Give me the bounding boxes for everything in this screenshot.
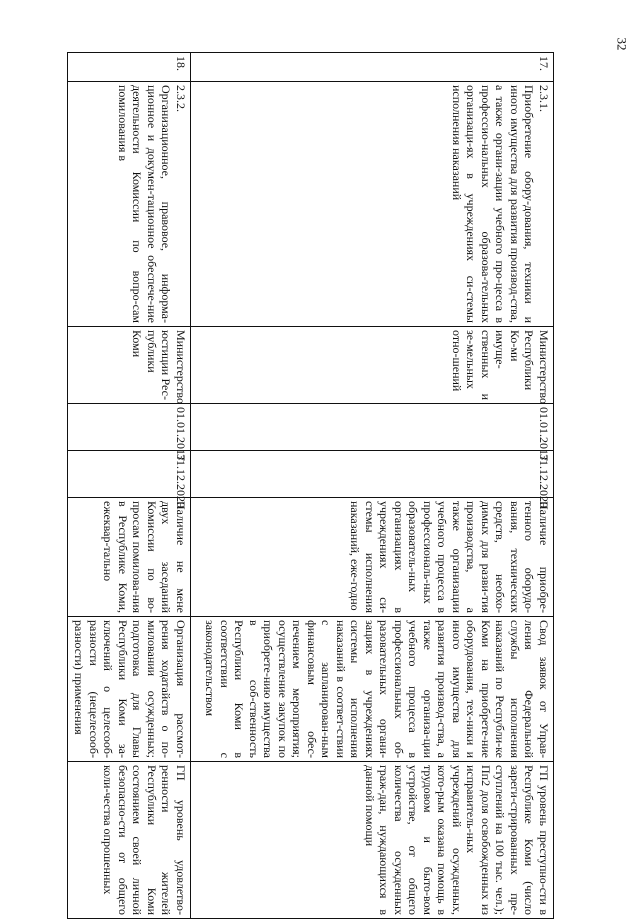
end-date-cell: 31.12.2020 [68,451,191,498]
indicator-cell: Наличие не мене двух заседаний Комиссии по во-просам помилова-ния в Республике Коми, ежеквар-тально [68,498,191,617]
activity-code: 2.3.2. [174,85,188,112]
activity-cell [68,82,191,327]
table-row [191,53,554,919]
rotated-table-inner [67,52,554,915]
row-number: 17. [191,53,554,82]
start-date-cell: 01.01.2017 [68,404,191,451]
executor-cell: Министерство Республики Ко-ми имуще-ственных и зе-мельных отно-шений [191,327,554,404]
page-number: 32 [614,37,630,51]
executor-cell: Министерство юстиции Рес-публики Коми [68,327,191,404]
rotated-table-frame [67,52,554,915]
source-cell: Свод заявок от Управ-ления Федеральной службы исполнения наказаний по Республи-ке Коми на приобрете-ние оборудования, тех-ники и иного имущества для развития производ-ства, а также организа-ции учебного процесса в профессиональных об-разовательных органи-зациях в учреждениях системы исполнения наказаний в соответ-ствии с запланирован-ным финансовым обес-печением мероприятия; осуществление закупок по приобрете-нию имущества в соб-ственность Республики Коми в соответствии с законодательством [191,617,554,762]
table-row [68,53,191,919]
start-date-cell: 01.01.2017 [191,404,554,451]
source-cell: Организация рассмот-рения ходатайств о по-миловании осужденных; подготовка для Главы Республики Коми за-ключений о целесооб-разности (нецелесооб-разности) применения [68,617,191,762]
measures-table [67,52,554,919]
activity-text: Приобретение обору-дования, техники и иного имущества для развития производ-ства, а также органи-зации учебного про-цесса в профессио-нальных образова-тельных организаци-ях в учреждениях си-стемы исполнения наказаний [450,85,537,323]
activity-text: Организационное, правовое, информа-ционное и докумен-тационное обеспече-ние деятельности Комиссии по вопро-сам помилования в [116,85,174,323]
activity-code: 2.3.1. [537,85,551,112]
method-cell: ГП уровень преступно-сти в Республике Коми (число зареги-стрированных пре-ступлений на 100 тыс. чел.); Пп2 доля освобожденных из исправитель-ных учреждений осужденных, кото-рым оказана помощь в трудовом и быто-вом устройстве, от общего количества осужденных граж-дан, нуждающихся в данной помощи [191,762,554,919]
activity-cell [191,82,554,327]
method-cell: ГП уровень удовлетво-ренности жителей Республики Коми состоянием своей личной безопасно-сти от общего коли-чества опрошенных [68,762,191,919]
row-number: 18. [68,53,191,82]
end-date-cell: 31.12.2020 [191,451,554,498]
indicator-cell: Наличие приобре-тенного оборудо-вания, технических средств, необхо-димых для разви-тия производства, а также организации учебного процесса в профессиональ-ных образователь-ных организациях в учреждениях си-стемы исполнения наказаний, еже-годно [191,498,554,617]
